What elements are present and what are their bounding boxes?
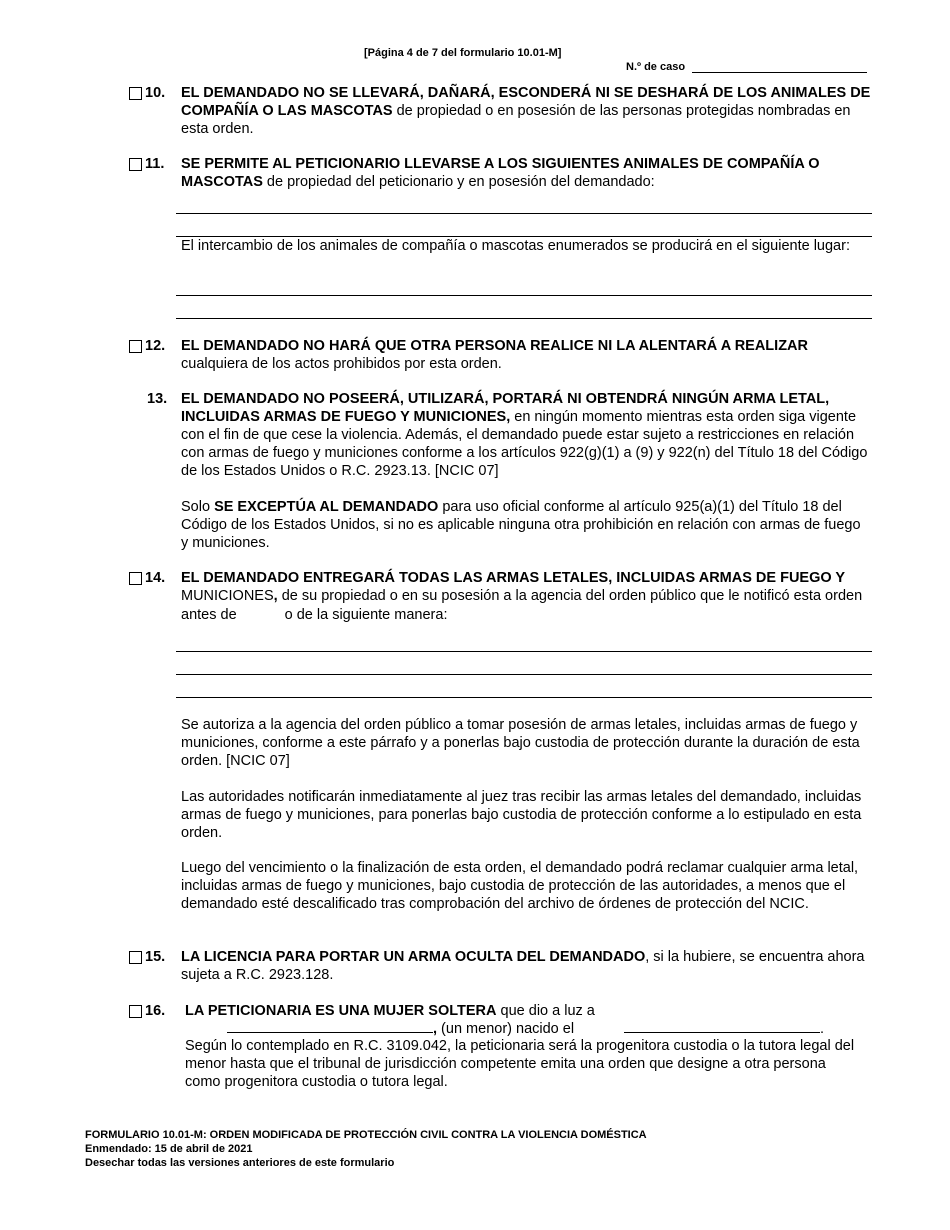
child-name-field[interactable] (227, 1019, 433, 1033)
item-13-body: en ningún momento mientras esta orden siga vigente con el fin de que cese la violencia. Además, el demandado puede estar sujeto a restricciones en relación con armas de fuego y municiones conforme a los artículos 922(g)(1) a (9) y 922(n) del Título 18 del Código de los Estados Unidos o R.C. 2923.13. [NCIC 07] (181, 409, 868, 479)
item-11-number: 11. (145, 156, 165, 172)
form-title-footer: FORMULARIO 10.01-M: ORDEN MODIFICADA DE PROTECCIÓN CIVIL CONTRA LA VIOLENCIA DOMÉSTICA (85, 1129, 647, 1141)
item-11-body: de propiedad del peticionario y en posesión del demandado: (262, 174, 655, 190)
item-12-number: 12. (145, 338, 166, 354)
item-14-number: 14. (145, 570, 166, 586)
item-16-bold: LA PETICIONARIA ES UNA MUJER SOLTERA (185, 1003, 497, 1019)
item-14-paragraph-4: Luego del vencimiento o la finalización de esta orden, el demandado podrá reclamar cualquier arma letal, incluidas armas de fuego y municiones, bajo custodia de protección de las autoridades, a menos que el demandado esté descalificado tras comprobación del archivo de órdenes de protección del NCIC. (181, 860, 859, 912)
item-13-exception (181, 498, 871, 552)
item-13-exception-bold: SE EXCEPTÚA AL DEMANDADO (214, 499, 439, 515)
item-10-bold: EL DEMANDADO NO SE LLEVARÁ, DAÑARÁ, ESCONDERÁ NI SE DESHARÁ DE LOS ANIMALES DE COMPAÑÍA O LAS MASCOTAS (181, 85, 871, 119)
item-10-body: de propiedad o en posesión de las personas protegidas nombradas en esta orden. (181, 103, 851, 137)
item-16-period: . (820, 1021, 825, 1037)
item-14-body: de su propiedad o en su posesión a la agencia del orden público que le notificó esta orden antes de (181, 588, 863, 623)
item-11-text (181, 155, 871, 191)
child-birthdate-field[interactable] (624, 1019, 820, 1033)
item-15-number: 15. (145, 949, 166, 965)
item-13-text (181, 390, 871, 480)
item-14-bold-comma: , (273, 588, 278, 604)
discard-notice-footer: Desechar todas las versiones anteriores de este formulario (85, 1157, 395, 1169)
item-15-text (181, 948, 871, 984)
item-14-checkbox[interactable] (129, 572, 142, 585)
item-11-bold: SE PERMITE AL PETICIONARIO LLEVARSE A LOS SIGUIENTES ANIMALES DE COMPAÑÍA O MASCOTAS (181, 156, 820, 190)
item-16-minor-text: (un menor) nacido el (437, 1021, 575, 1037)
item-10-number: 10. (145, 85, 166, 101)
item-13-exception-body: para uso oficial conforme al artículo 925(a)(1) del Título 18 del Código de los Estados Unidos, si no es aplicable ninguna otra prohibición en relación con armas de fuego y municiones. (181, 499, 861, 551)
item-12-checkbox[interactable] (129, 340, 142, 353)
item-16-line-1 (185, 1002, 875, 1020)
item-14-bold: EL DEMANDADO ENTREGARÁ TODAS LAS ARMAS LETALES, INCLUIDAS ARMAS DE FUEGO Y (181, 570, 846, 586)
item-16-line-2 (185, 1019, 875, 1038)
case-number-field[interactable] (692, 72, 867, 73)
case-number-label (626, 61, 685, 73)
exchange-place-line-2[interactable] (176, 318, 872, 319)
item-15-body: , si la hubiere, se encuentra ahora sujeta a R.C. 2923.128. (181, 949, 865, 983)
item-12-body: cualquiera de los actos prohibidos por esta orden. (181, 356, 502, 372)
pets-list-line-1[interactable] (176, 213, 872, 214)
case-number-label-text: N.º de caso (626, 61, 686, 73)
item-12-text (181, 337, 871, 373)
item-13-exception-pre: Solo (181, 499, 215, 515)
item-14-text (181, 569, 871, 624)
item-16-number: 16. (145, 1003, 166, 1019)
item-16-checkbox[interactable] (129, 1005, 142, 1018)
item-11-exchange-text: El intercambio de los animales de compañía o mascotas enumerados se producirá en el siguiente lugar: (181, 238, 850, 254)
item-15-bold: LA LICENCIA PARA PORTAR UN ARMA OCULTA DEL DEMANDADO (181, 949, 646, 965)
item-12-bold: EL DEMANDADO NO HARÁ QUE OTRA PERSONA REALICE NI LA ALENTARÁ A REALIZAR (181, 338, 808, 354)
item-16-paragraph-2: Según lo contemplado en R.C. 3109.042, la peticionaria será la progenitora custodia o la tutora legal del menor hasta que el tribunal de jurisdicción competente emita una orden que designe a otra persona como progenitora custodia o tutora legal. (185, 1038, 855, 1090)
surrender-manner-line-3[interactable] (176, 697, 872, 698)
item-16-body: que dio a luz a (496, 1003, 595, 1019)
item-11-checkbox[interactable] (129, 158, 142, 171)
item-14-paragraph-2: Se autoriza a la agencia del orden público a tomar posesión de armas letales, incluidas armas de fuego y municiones, conforme a este párrafo y a ponerlas bajo custodia de protección durante la duración de esta orden. [NCIC 07] (181, 717, 860, 769)
item-13-number: 13. (147, 391, 168, 407)
item-13-bold: EL DEMANDADO NO POSEERÁ, UTILIZARÁ, PORTARÁ NI OBTENDRÁ NINGÚN ARMA LETAL, INCLUIDAS ARMAS DE FUEGO Y MUNICIONES, (181, 391, 830, 425)
page-indicator: [Página 4 de 7 del formulario 10.01-M] (364, 47, 562, 59)
item-10-text (181, 84, 871, 138)
surrender-deadline-field[interactable] (237, 605, 285, 619)
item-14-paragraph-3: Las autoridades notificarán inmediatamente al juez tras recibir las armas letales del demandado, incluidas armas de fuego y municiones, para ponerlas bajo custodia de protección conforme a lo estipulado en esta orden. (181, 789, 862, 841)
surrender-manner-line-1[interactable] (176, 651, 872, 652)
item-14-mid: MUNICIONES (181, 588, 274, 604)
item-15-checkbox[interactable] (129, 951, 142, 964)
item-14-after: o de la siguiente manera: (284, 607, 448, 623)
surrender-manner-line-2[interactable] (176, 674, 872, 675)
amended-date-footer: Enmendado: 15 de abril de 2021 (85, 1143, 253, 1155)
item-16-comma: , (433, 1021, 438, 1037)
exchange-place-line-1[interactable] (176, 295, 872, 296)
item-10-checkbox[interactable] (129, 87, 142, 100)
